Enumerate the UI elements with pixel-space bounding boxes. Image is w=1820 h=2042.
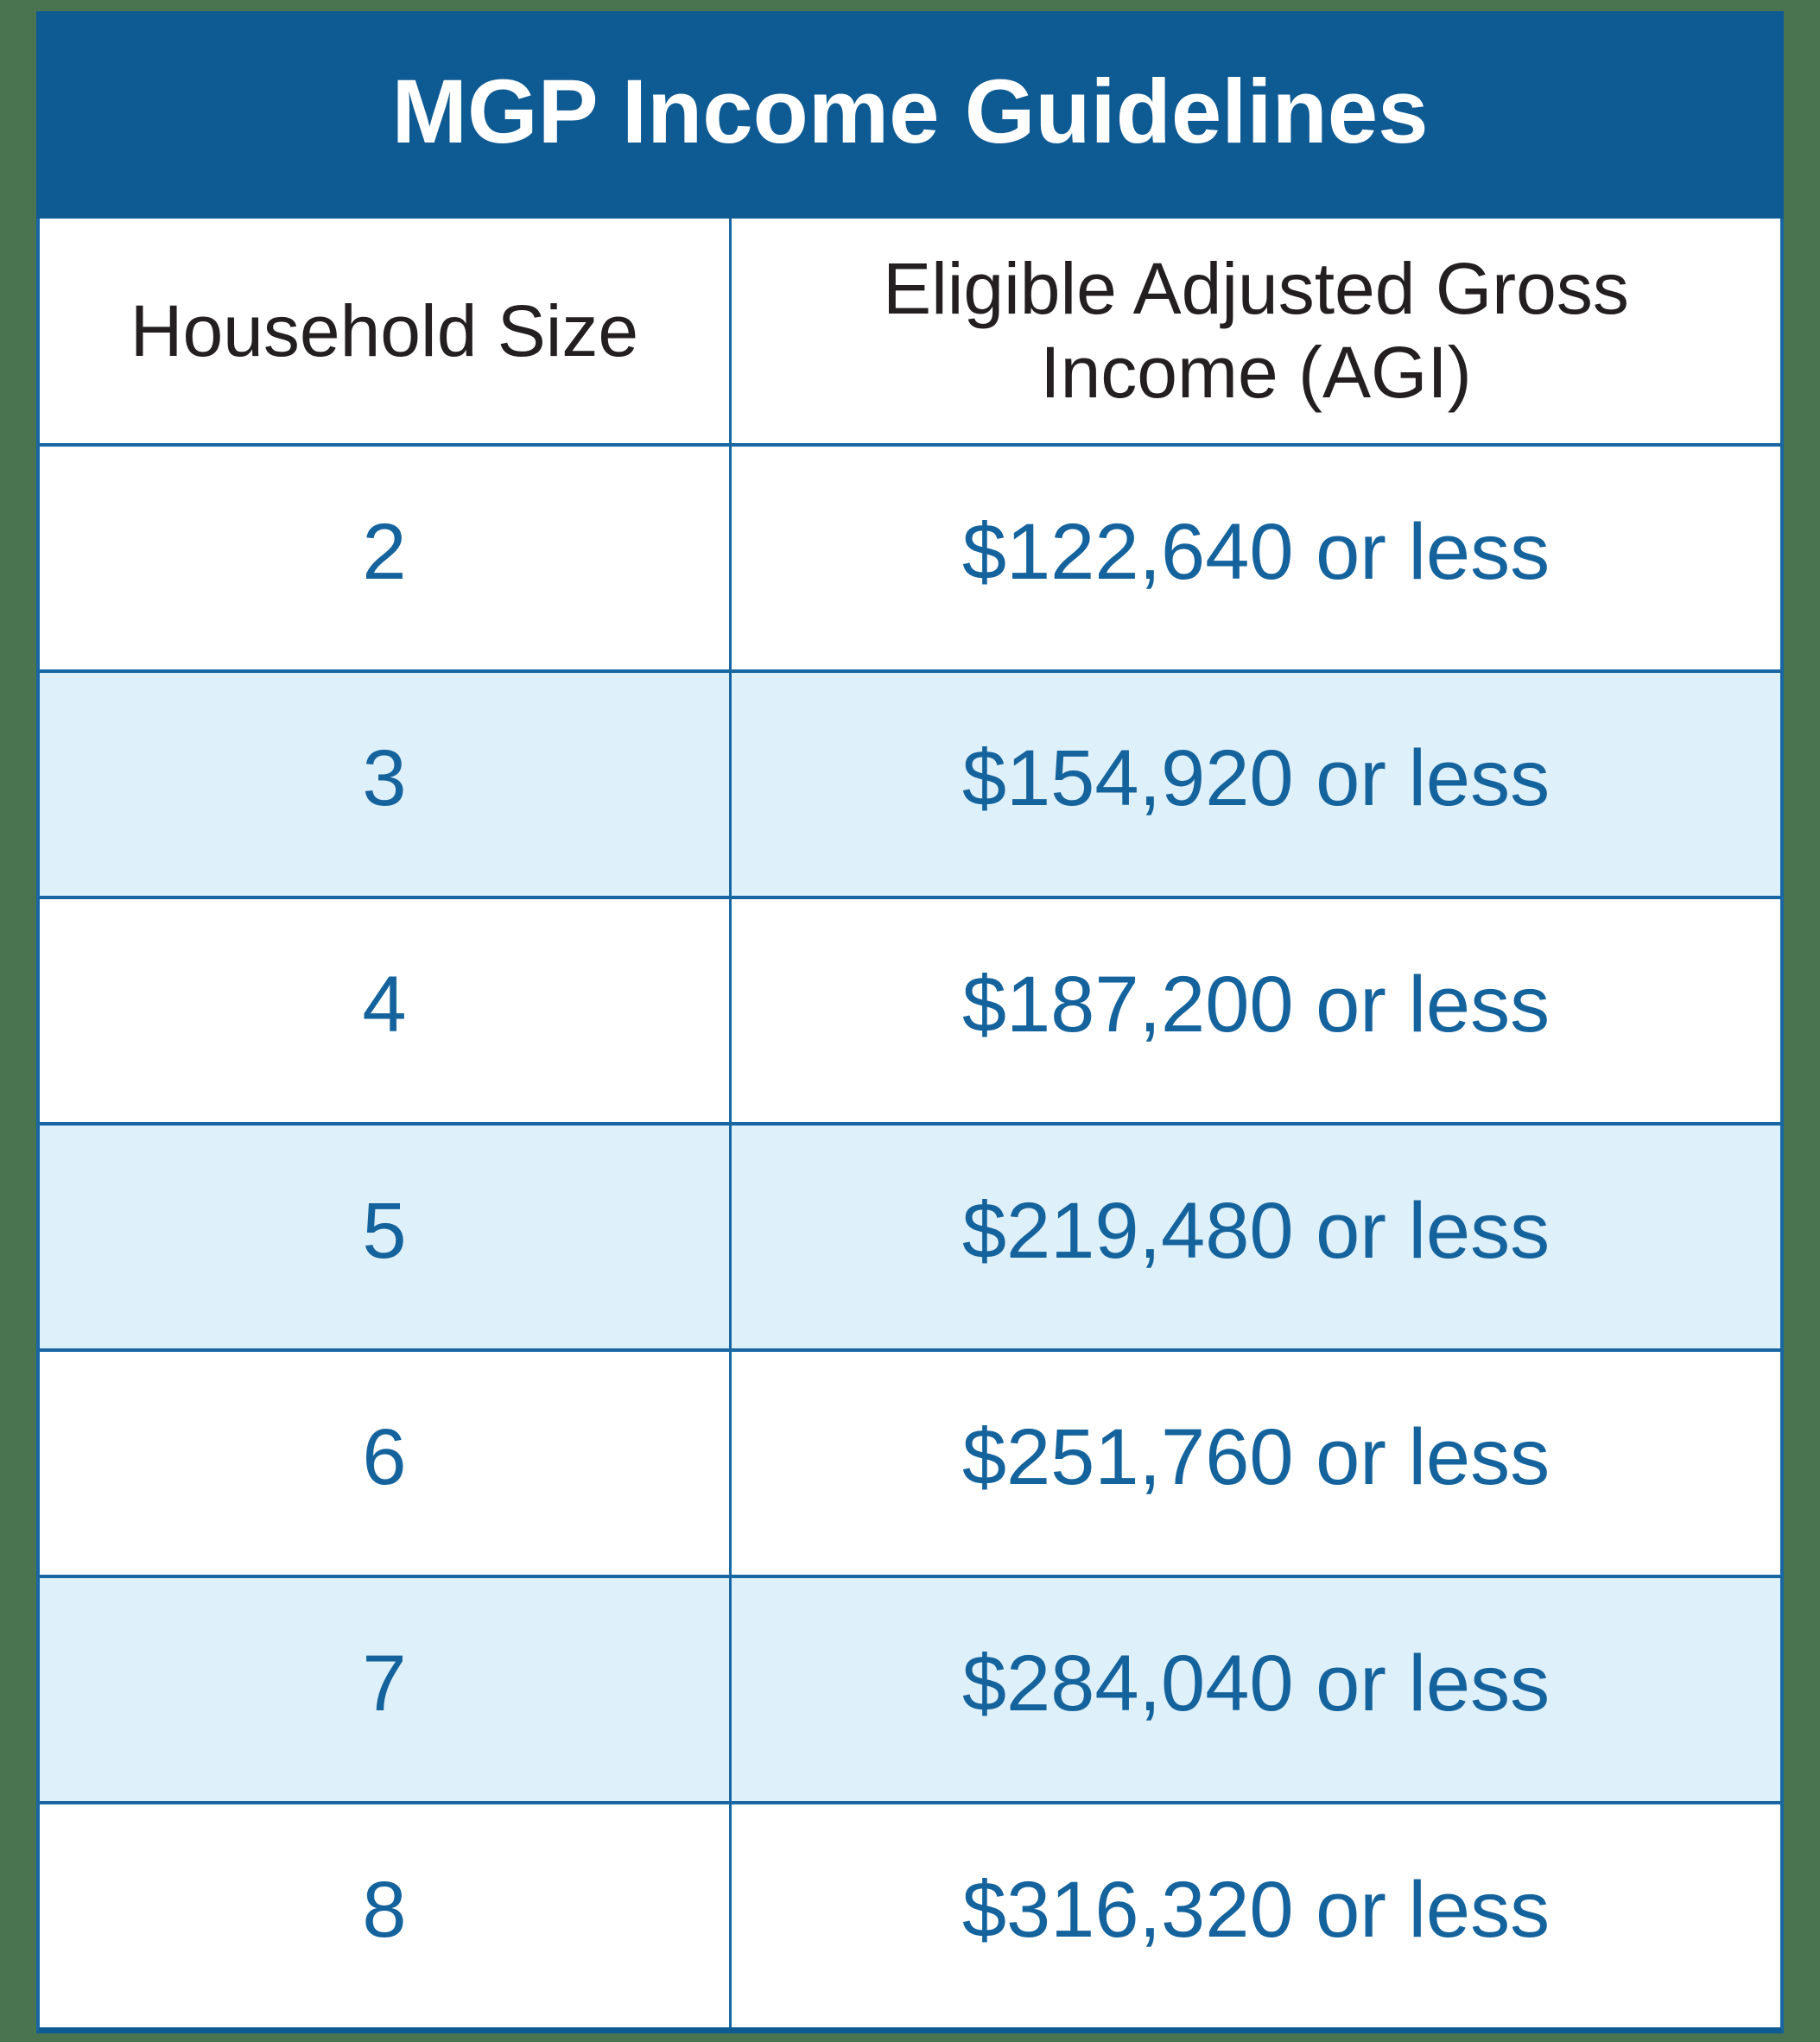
table-row-household-3 xyxy=(40,669,1780,896)
table-row-household-7 xyxy=(40,1575,1780,1801)
household-size-value: 4 xyxy=(362,961,407,1049)
table-title: MGP Income Guidelines xyxy=(391,60,1429,162)
household-size-value: 5 xyxy=(362,1187,407,1275)
eligible-agi-value: $316,320 or less xyxy=(729,1804,1780,2027)
table-row-household-5 xyxy=(40,1122,1780,1348)
table-row-household-8 xyxy=(40,1801,1780,2027)
eligible-agi-value: $284,040 or less xyxy=(729,1578,1780,1801)
household-size-value: 3 xyxy=(362,734,407,822)
column-header-eligible-agi: Eligible Adjusted Gross Income (AGI) xyxy=(729,219,1780,443)
eligible-agi-value: $187,200 or less xyxy=(729,899,1780,1122)
table-row-household-4 xyxy=(40,896,1780,1122)
eligible-agi-value: $219,480 or less xyxy=(729,1126,1780,1348)
table-row-household-6 xyxy=(40,1348,1780,1575)
household-size-value: 2 xyxy=(362,508,407,596)
eligible-agi-value: $154,920 or less xyxy=(729,673,1780,896)
eligible-agi-value: $251,760 or less xyxy=(729,1352,1780,1575)
table-row-household-2 xyxy=(40,443,1780,669)
table-header-row xyxy=(40,219,1780,443)
household-size-value: 7 xyxy=(362,1639,407,1728)
eligible-agi-value: $122,640 or less xyxy=(729,447,1780,669)
household-size-value: 6 xyxy=(362,1413,407,1501)
column-header-household-size: Household Size xyxy=(130,289,639,371)
income-guidelines-table xyxy=(36,11,1784,2033)
table-title-bar xyxy=(36,11,1784,219)
household-size-value: 8 xyxy=(362,1866,407,1954)
